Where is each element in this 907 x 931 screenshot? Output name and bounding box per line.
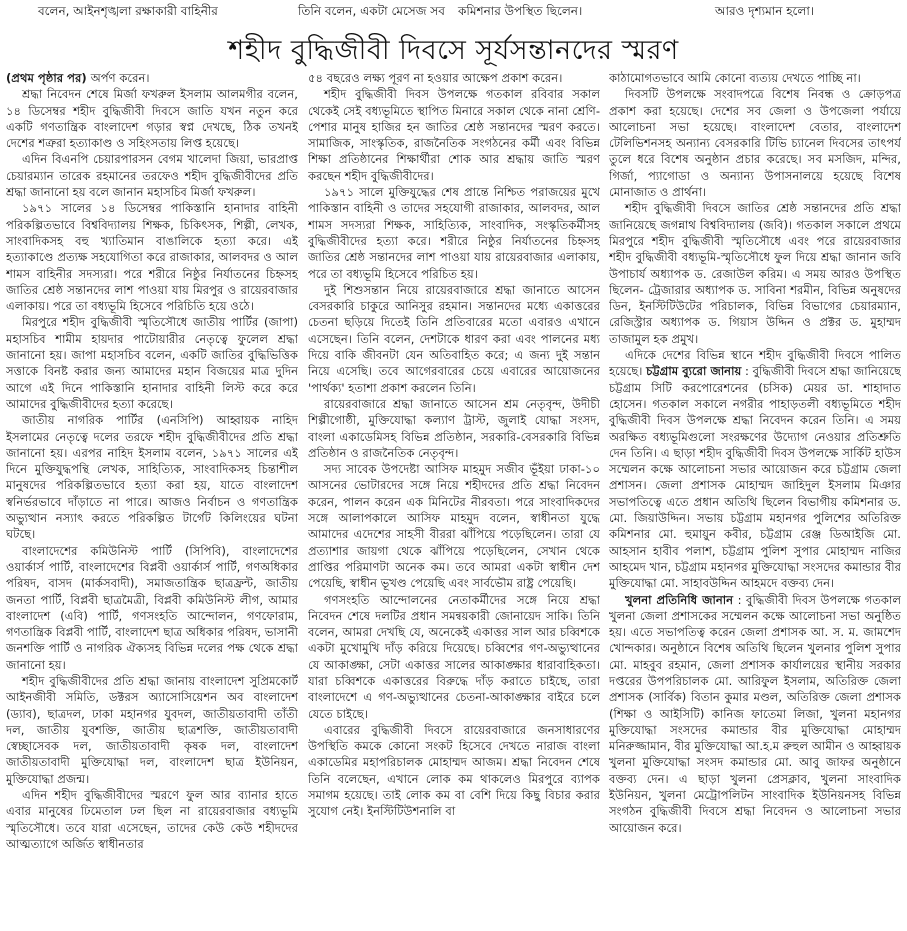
article-paragraph [6,151,298,200]
paragraph-text: এদিন বিএনপি চেয়ারপারসন বেগম খালেদা জিয়া, ভারপ্রাপ্ত চেয়ারম্যান তারেক রহমানের তরফেও শহীদ বুদ্ধিজীবীদের প্রতি শ্রদ্ধা জানানো হয় বলে জানান মহাসচিব মির্জা ফখরুল। [6,152,298,200]
article-paragraph [308,184,600,282]
article-paragraph [6,787,298,852]
article-paragraph [609,592,901,836]
article-paragraph [308,722,600,820]
paragraph-text: ১৯৭১ সালের ১৪ ডিসেম্বর পাকিস্তানি হানাদার বাহিনী পরিকল্পিতভাবে বিশ্ববিদ্যালয় শিক্ষক, চিকিৎসক, শিল্পী, লেখক, সাংবাদিকসহ বহু খ্যাতিমান বাঙালিকে হত্যা করে। এই হত্যাকাণ্ডে প্রত্যক্ষ সহযোগিতা করে রাজাকার, আলবদর ও আল শামস বাহিনীর সদস্যরা। পরে শরীরে নিষ্ঠুর নির্যাতনের চিহ্নসহ জাতির শ্রেষ্ঠ সন্তানদের লাশ পাওয়া যায় মিরপুর ও রায়েরবাজার এলাকায়। পরে তা বধ্যভূমি হিসেবে পরিচিতি হয়ে ওঠে। [6,201,298,314]
article-paragraph [609,200,901,347]
strip-text: কমিশনার উপস্থিত ছিলেন। [458,4,583,18]
dateline: চট্টগ্রাম ব্যুরো জানায় [646,364,742,379]
paragraph-text: এবারের বুদ্ধিজীবী দিবসে রায়েরবাজারে জনসাধারণের উপস্থিতি কমকে কোনো সংকট হিসেবে দেখতে নারাজ বাংলা একাডেমির মহাপরিচালক মোহাম্মদ আজম। শ্রদ্ধা নিবেদন শেষে তিনি বলেছেন, এখানে লোক কম থাকলেও মিরপুরে ব্যাপক সমাগম হয়েছে। তাই লোক কম বা বেশি দিয়ে কিছু বিচার করার সুযোগ নেই। ইনস্টিটিউশনালি বা [308,722,600,819]
paragraph-text: জাতীয় নাগরিক পার্টির (এনসিপি) আহ্বায়ক নাহিদ ইসলামের নেতৃত্বে দলের তরফে শহীদ বুদ্ধিজীবীদের প্রতি শ্রদ্ধা জানানো হয়। এরপর নাহিদ ইসলাম বলেন, ১৯৭১ সালের এই দিনে মুক্তিযুদ্ধপন্থি লেখক, সাহিত্যিক, সাংবাদিকসহ চিন্তাশীল মানুষদের পরিকল্পিতভাবে হত্যা করা হয়, যাতে বাংলাদেশ স্বনির্ভরভাবে দাঁড়াতে না পারে। আজও নির্বাচন ও গণতান্ত্রিক অভ্যুত্থান নস্যাৎ করতে পরিকল্পিত টার্গেট কিলিংয়ের ঘটনা ঘটছে। [6,413,298,542]
article-paragraph [609,86,901,200]
paragraph-text: : বুদ্ধিজীবী দিবস উপলক্ষে গতকাল খুলনা জেলা প্রশাসকের সম্মেলন কক্ষে আলোচনা সভা অনুষ্ঠিত হয়। এতে সভাপতিত্ব করেন জেলা প্রশাসক আ. স. ম. জামশেদ খোন্দকার। অনুষ্ঠানে বিশেষ অতিথি ছিলেন খুলনার পুলিশ সুপার মো. মাহবুব রহমান, জেলা প্রশাসক কার্যালয়ের স্থানীয় সরকার দপ্তরের উপপরিচালক মো. আরিফুল ইসলাম, অতিরিক্ত জেলা প্রশাসক (সার্বিক) বিতান কুমার মণ্ডল, অতিরিক্ত জেলা প্রশাসক (শিক্ষা ও আইসিটি) কানিজ ফাতেমা লিজা, খুলনা মহানগর মুক্তিযোদ্ধা সংসদের কমান্ডার বীর মুক্তিযোদ্ধা মোহাম্মদ মনিরুজ্জামান, বীর মুক্তিযোদ্ধা আ.হ.ম রুহুল আমীন ও আহ্বায়ক খুলনা মুক্তিযোদ্ধা সংসদ কমান্ডার মো. আবু জাফর অনুষ্ঠানে বক্তব্য দেন। এ ছাড়া খুলনা প্রেসক্লাব, খুলনা সাংবাদিক ইউনিয়ন, খুলনা মেট্রোপলিটন সাংবাদিক ইউনিয়নসহ বিভিন্ন সংগঠন বুদ্ধিজীবী দিবসে শ্রদ্ধা নিবেদন ও আলোচনা সভার আয়োজন করে। [609,592,901,835]
paragraph-text: শহীদ বুদ্ধিজীবী দিবসে জাতির শ্রেষ্ঠ সন্তানদের প্রতি শ্রদ্ধা জানিয়েছে জগন্নাথ বিশ্ববিদ্যালয় (জবি)। গতকাল সকালে প্রথমে মিরপুরে শহীদ বুদ্ধিজীবী স্মৃতিসৌধে এবং পরে রায়েরবাজার শহীদ বুদ্ধিজীবী বধ্যভূমি-স্মৃতিসৌধে ফুল দিয়ে শ্রদ্ধা জানান জবি উপাচার্য অধ্যাপক ড. রেজাউল করিম। এ সময় আরও উপস্থিত ছিলেন- ট্রেজারার অধ্যাপক ড. সাবিনা শরমীন, বিভিন্ন অনুষদের ডিন, ইনস্টিটিউটের পরিচালক, বিভিন্ন বিভাগের চেয়ারম্যান, রেজিস্ট্রার অধ্যাপক ড. গিয়াস উদ্দিন ও প্রক্টর ড. মুহাম্মদ তাজামুল হক প্রমুখ। [609,201,901,346]
article-paragraph [6,673,298,787]
continuation-label: (প্রথম পৃষ্ঠার পর) [6,71,91,85]
paragraph-text: : বুদ্ধিজীবী দিবসে শ্রদ্ধা জানিয়েছে চট্টগ্রাম সিটি করপোরেশনের (চসিক) মেয়র ডা. শাহাদাত হোসেন। গতকাল সকালে নগরীর পাহাড়তলী বধ্যভূমিতে শহীদ বুদ্ধিজীবী দিবস উপলক্ষে শ্রদ্ধা নিবেদন করেন তিনি। এ সময় অরক্ষিত বধ্যভূমিগুলো সংরক্ষণের উদ্যোগ নেওয়ার প্রতিশ্রুতি দেন তিনি। এ ছাড়া শহীদ বুদ্ধিজীবী দিবস উপলক্ষে সার্কিট হাউস সম্মেলন কক্ষে আলোচনা সভার আয়োজন করে চট্টগ্রাম জেলা প্রশাসন। জেলা প্রশাসক মোহাম্মদ জাহিদুল ইসলাম মিঞার সভাপতিত্বে এতে প্রধান অতিথি ছিলেন বিভাগীয় কমিশনার ড. মো. জিয়াউদ্দিন। সভায় চট্টগ্রাম মহানগর পুলিশের অতিরিক্ত কমিশনার মো. হুমায়ুন কবীর, চট্টগ্রাম রেঞ্জ ডিআইজি মো. আহসান হাবীব পলাশ, চট্টগ্রাম পুলিশ সুপার মোহাম্মদ নাজির আহমেদ খান, চট্টগ্রাম মহানগর মুক্তিযোদ্ধা সংসদের কমান্ডার বীর মুক্তিযোদ্ধা মো. সাহাবউদ্দিন আহমদে বক্তব্য দেন। [609,364,901,591]
paragraph-text: গণসংহতি আন্দোলনের নেতাকর্মীদের সঙ্গে নিয়ে শ্রদ্ধা নিবেদন শেষে দলটির প্রধান সমন্বয়কারী জোনায়েদ সাকি। তিনি বলেন, আমরা দেখছি যে, অনেকেই একাত্তর সাল আর চব্বিশকে একটা মুখোমুখি দাঁড় করিয়ে দিয়েছে। চব্বিশের গণ-অভ্যুত্থানের যে আকাঙ্ক্ষা, সেটা একাত্তর সালের আকাঙ্ক্ষার ধারাবাহিকতা। যারা চব্বিশকে একাত্তরের বিরুদ্ধে দাঁড় করাতে চাইছে, তারা বাংলাদেশে এ গণ-অভ্যুত্থানের চেতনা-আকাঙ্ক্ষার বাইরে চলে যেতে চাইছে। [308,592,600,721]
paragraph-text: এদিকে দেশের বিভিন্ন স্থানে শহীদ বুদ্ধিজীবী দিবসে পালিত হয়েছে। [609,348,901,379]
strip-text: তিনি বলেন, একটা মেসেজ সব [298,4,445,18]
article-paragraph [6,200,298,314]
paragraph-text: মিরপুরে শহীদ বুদ্ধিজীবী স্মৃতিসৌধে জাতীয় পার্টির (জাপা) মহাসচিব শামীম হায়দার পাটোয়ারীর নেতৃত্বে ফুলেল শ্রদ্ধা জানানো হয়। জাপা মহাসচিব বলেন, একটি জাতির বুদ্ধিভিত্তিক সত্তাকে বিনষ্ট করার জন্য আমাদের মহান বিজয়ের মাত্র দুদিন আগে এই দিনে পাকিস্তানি হানাদার বাহিনী লিস্ট করে করে আমাদের বুদ্ধিজীবীদের হত্যা করেছে। [6,315,298,411]
article-paragraph [6,70,298,86]
article-paragraph [6,314,298,412]
paragraph-text: এদিন শহীদ বুদ্ধিজীবীদের স্মরণে ফুল আর ব্যানার হাতে এবার মানুষের ঢিমেতাল ঢল ছিল না রায়েরবাজার বধ্যভূমি স্মৃতিসৌধে। তবে যারা এসেছেন, তাদের কেউ কেউ শহীদদের আত্মত্যাগে অর্জিত স্বাধীনতার [6,788,298,851]
paragraph-text: শহীদ বুদ্ধিজীবীদের প্রতি শ্রদ্ধা জানায় বাংলাদেশ সুপ্রিমকোর্ট আইনজীবী সমিতি, ডক্টরস অ্যাসোসিয়েশন অব বাংলাদেশ (ড্যাব), ছাত্রদল, ঢাকা মহানগর যুবদল, জাতীয়তাবাদী তাঁতী দল, জাতীয় যুবশক্তি, জাতীয় ছাত্রশক্তি, জাতীয়তাবাদী স্বেচ্ছাসেবক দল, জাতীয়তাবাদী কৃষক দল, বাংলাদেশ জাতীয়তাবাদী মুক্তিযোদ্ধা দল, বাংলাদেশ ছাত্র ইউনিয়ন, মুক্তিযোদ্ধা প্রজন্ম। [6,673,298,786]
article-column-1 [6,70,298,928]
paragraph-text: শহীদ বুদ্ধিজীবী দিবস উপলক্ষে গতকাল রবিবার সকাল থেকেই সেই বধ্যভূমিতে স্থাপিত মিনারে সকাল থেকে নানা শ্রেণি-পেশার মানুষ হাজির হন জাতির শ্রেষ্ঠ সন্তানদের স্মরণ করতে। সামাজিক, সাংস্কৃতিক, রাজনৈতিক সংগঠনের কর্মী এবং বিভিন্ন শিক্ষা প্রতিষ্ঠানের শিক্ষার্থীরা শোক আর শ্রদ্ধায় জাতি স্মরণ করছেন শহীদ বুদ্ধিজীবীদের। [308,87,600,183]
article-paragraph [6,412,298,542]
paragraph-text: বাংলাদেশের কমিউনিস্ট পার্টি (সিপিবি), বাংলাদেশের ওয়ার্কার্স পার্টি, বাংলাদেশের বিপ্লবী ওয়ার্কার্স পার্টি, গণঅধিকার পরিষদ, বাসদ (মার্কসবাদী), সমাজতান্ত্রিক ছাত্রফ্রন্ট, জাতীয় জনতা পার্টি, বিপ্লবী ছাত্রমৈত্রী, বিপ্লবী কমিউনিস্ট লীগ, আমার বাংলাদেশ (এবি) পার্টি, গণসংহতি আন্দোলন, গণফোরাম, গণতান্ত্রিক বিপ্লবী পার্টি, বাংলাদেশ ছাত্র অধিকার পরিষদ, ভাসানী জনশক্তি পার্টি ও নাগরিক ঐক্যসহ বিভিন্ন দলের পক্ষ থেকে শ্রদ্ধা জানানো হয়। [6,543,298,672]
article-paragraph [308,70,600,86]
paragraph-text: কাঠামোগতভাবে আমি কোনো ব্যত্যয় দেখতে পাচ্ছি না। [609,71,861,85]
paragraph-text: শ্রদ্ধা নিবেদন শেষে মির্জা ফখরুল ইসলাম আলমগীর বলেন, ১৪ ডিসেম্বর শহীদ বুদ্ধিজীবী দিবসে জাতি যখন নতুন করে একটি গণতান্ত্রিক বাংলাদেশ গড়ার স্বপ্ন দেখছে, ঠিক তখনই দেশের শত্রুরা হত্যাকাণ্ড ও সহিংসতায় লিপ্ত হয়েছে। [6,87,298,151]
paragraph-text: দুই শিশুসন্তান নিয়ে রায়েরবাজারে শ্রদ্ধা জানাতে আসেন বেসরকারি চাকুরে আনিসুর রহমান। সন্তানদের মধ্যে একাত্তরের চেতনা ছড়িয়ে দিতেই তিনি প্রতিবারের মতো এবারও এখানে এসেছেন। তিনি বলেন, দেশটাকে ধারণ করা এবং পালনের মধ্য দিয়ে বাকি জীবনটা যেন অতিবাহিত করে; এ জন্য দুই সন্তান নিয়ে এসেছি। তবে আগেরবারের চেয়ে এবারের আয়োজনের 'পার্থক্য' হতাশা প্রকাশ করলেন তিনি। [308,282,600,395]
paragraph-text: ৫৪ বছরেও লক্ষ্য পূরণ না হওয়ার আক্ষেপ প্রকাশ করেন। [308,71,563,85]
article-paragraph [609,347,901,591]
paragraph-text: অর্পণ করেন। [90,71,150,85]
previous-article-strip [0,0,907,22]
article-paragraph [308,86,600,184]
article-paragraph [308,396,600,461]
article-paragraph [308,282,600,396]
article-paragraph [308,592,600,722]
dateline: খুলনা প্রতিনিধি জানান [625,592,734,607]
paragraph-text: সদ্য সাবেক উপদেষ্টা আসিফ মাহমুদ সজীব ভূঁইয়া ঢাকা-১০ আসনের ভোটারদের সঙ্গে নিয়ে শহীদদের প্রতি শ্রদ্ধা নিবেদন করেন, পালন করেন এক মিনিটের নীরবতা। পরে সাংবাদিকদের সঙ্গে আলাপকালে আসিফ মাহমুদ বলেন, স্বাধীনতা যুদ্ধে আমাদের এদেশের সাহসী বীররা ঝাঁপিয়ে পড়েছিলেন। তারা যে প্রত্যাশার জায়গা থেকে ঝাঁপিয়ে পড়েছিলেন, সেখান থেকে প্রাপ্তির পরিমাণটা অনেক কম। তবে আমরা একটা স্বাধীন দেশ পেয়েছি, স্বাধীন ভূখণ্ড পেয়েছি এবং সার্বভৌম রাষ্ট্র পেয়েছি। [308,462,600,591]
article-paragraph [609,70,901,86]
paragraph-text: রায়েরবাজারে শ্রদ্ধা জানাতে আসেন শ্রম নেতৃবৃন্দ, উদীচী শিল্পীগোষ্ঠী, মুক্তিযোদ্ধা কল্যাণ ট্রাস্ট, জুলাই যোদ্ধা সংসদ, বাংলা একাডেমিসহ বিভিন্ন প্রতিষ্ঠান, সরকারি-বেসরকারি বিভিন্ন প্রতিষ্ঠান ও রাজনৈতিক নেতৃবৃন্দ। [308,396,600,460]
article-headline: শহীদ বুদ্ধিজীবী দিবসে সূর্যসন্তানদের স্মরণ [228,35,679,66]
article-column-2 [308,70,600,928]
article-paragraph [6,543,298,673]
strip-text: আরও দৃশ্যমান হলো। [715,4,815,18]
article-paragraph [6,86,298,151]
article-column-3 [609,70,901,928]
paragraph-text: দিবসটি উপলক্ষে সংবাদপত্রে বিশেষ নিবন্ধ ও ক্রোড়পত্র প্রকাশ করা হয়েছে। দেশের সব জেলা ও উপজেলা পর্যায়ে আলোচনা সভা হয়েছে। বাংলাদেশ বেতার, বাংলাদেশ টেলিভিশনসহ অন্যান্য বেসরকারি টিভি চ্যানেল দিবসের তাৎপর্য তুলে ধরে বিশেষ অনুষ্ঠান প্রচার করেছে। সব মসজিদ, মন্দির, গির্জা, প্যাগোডা ও অন্যান্য উপাসনালয়ে হয়েছে বিশেষ মোনাজাত ও প্রার্থনা। [609,87,901,200]
article-paragraph [308,461,600,591]
paragraph-text: ১৯৭১ সালে মুক্তিযুদ্ধের শেষ প্রান্তে নিশ্চিত পরাজয়ের মুখে পাকিস্তান বাহিনী ও তাদের সহযোগী রাজাকার, আলবদর, আল শামস সদস্যরা শিক্ষক, সাহিত্যিক, সাংবাদিক, সংস্কৃতিকর্মীসহ বুদ্ধিজীবীদের হত্যা করে। শরীরে নিষ্ঠুর নির্যাতনের চিহ্নসহ জাতির শ্রেষ্ঠ সন্তানদের লাশ পাওয়া যায় রায়েরবাজার এলাকায়, পরে তা বধ্যভূমি হিসেবে পরিচিত হয়। [308,185,600,281]
strip-text: বলেন, আইনশৃঙ্খলা রক্ষাকারী বাহিনীর [38,4,218,18]
